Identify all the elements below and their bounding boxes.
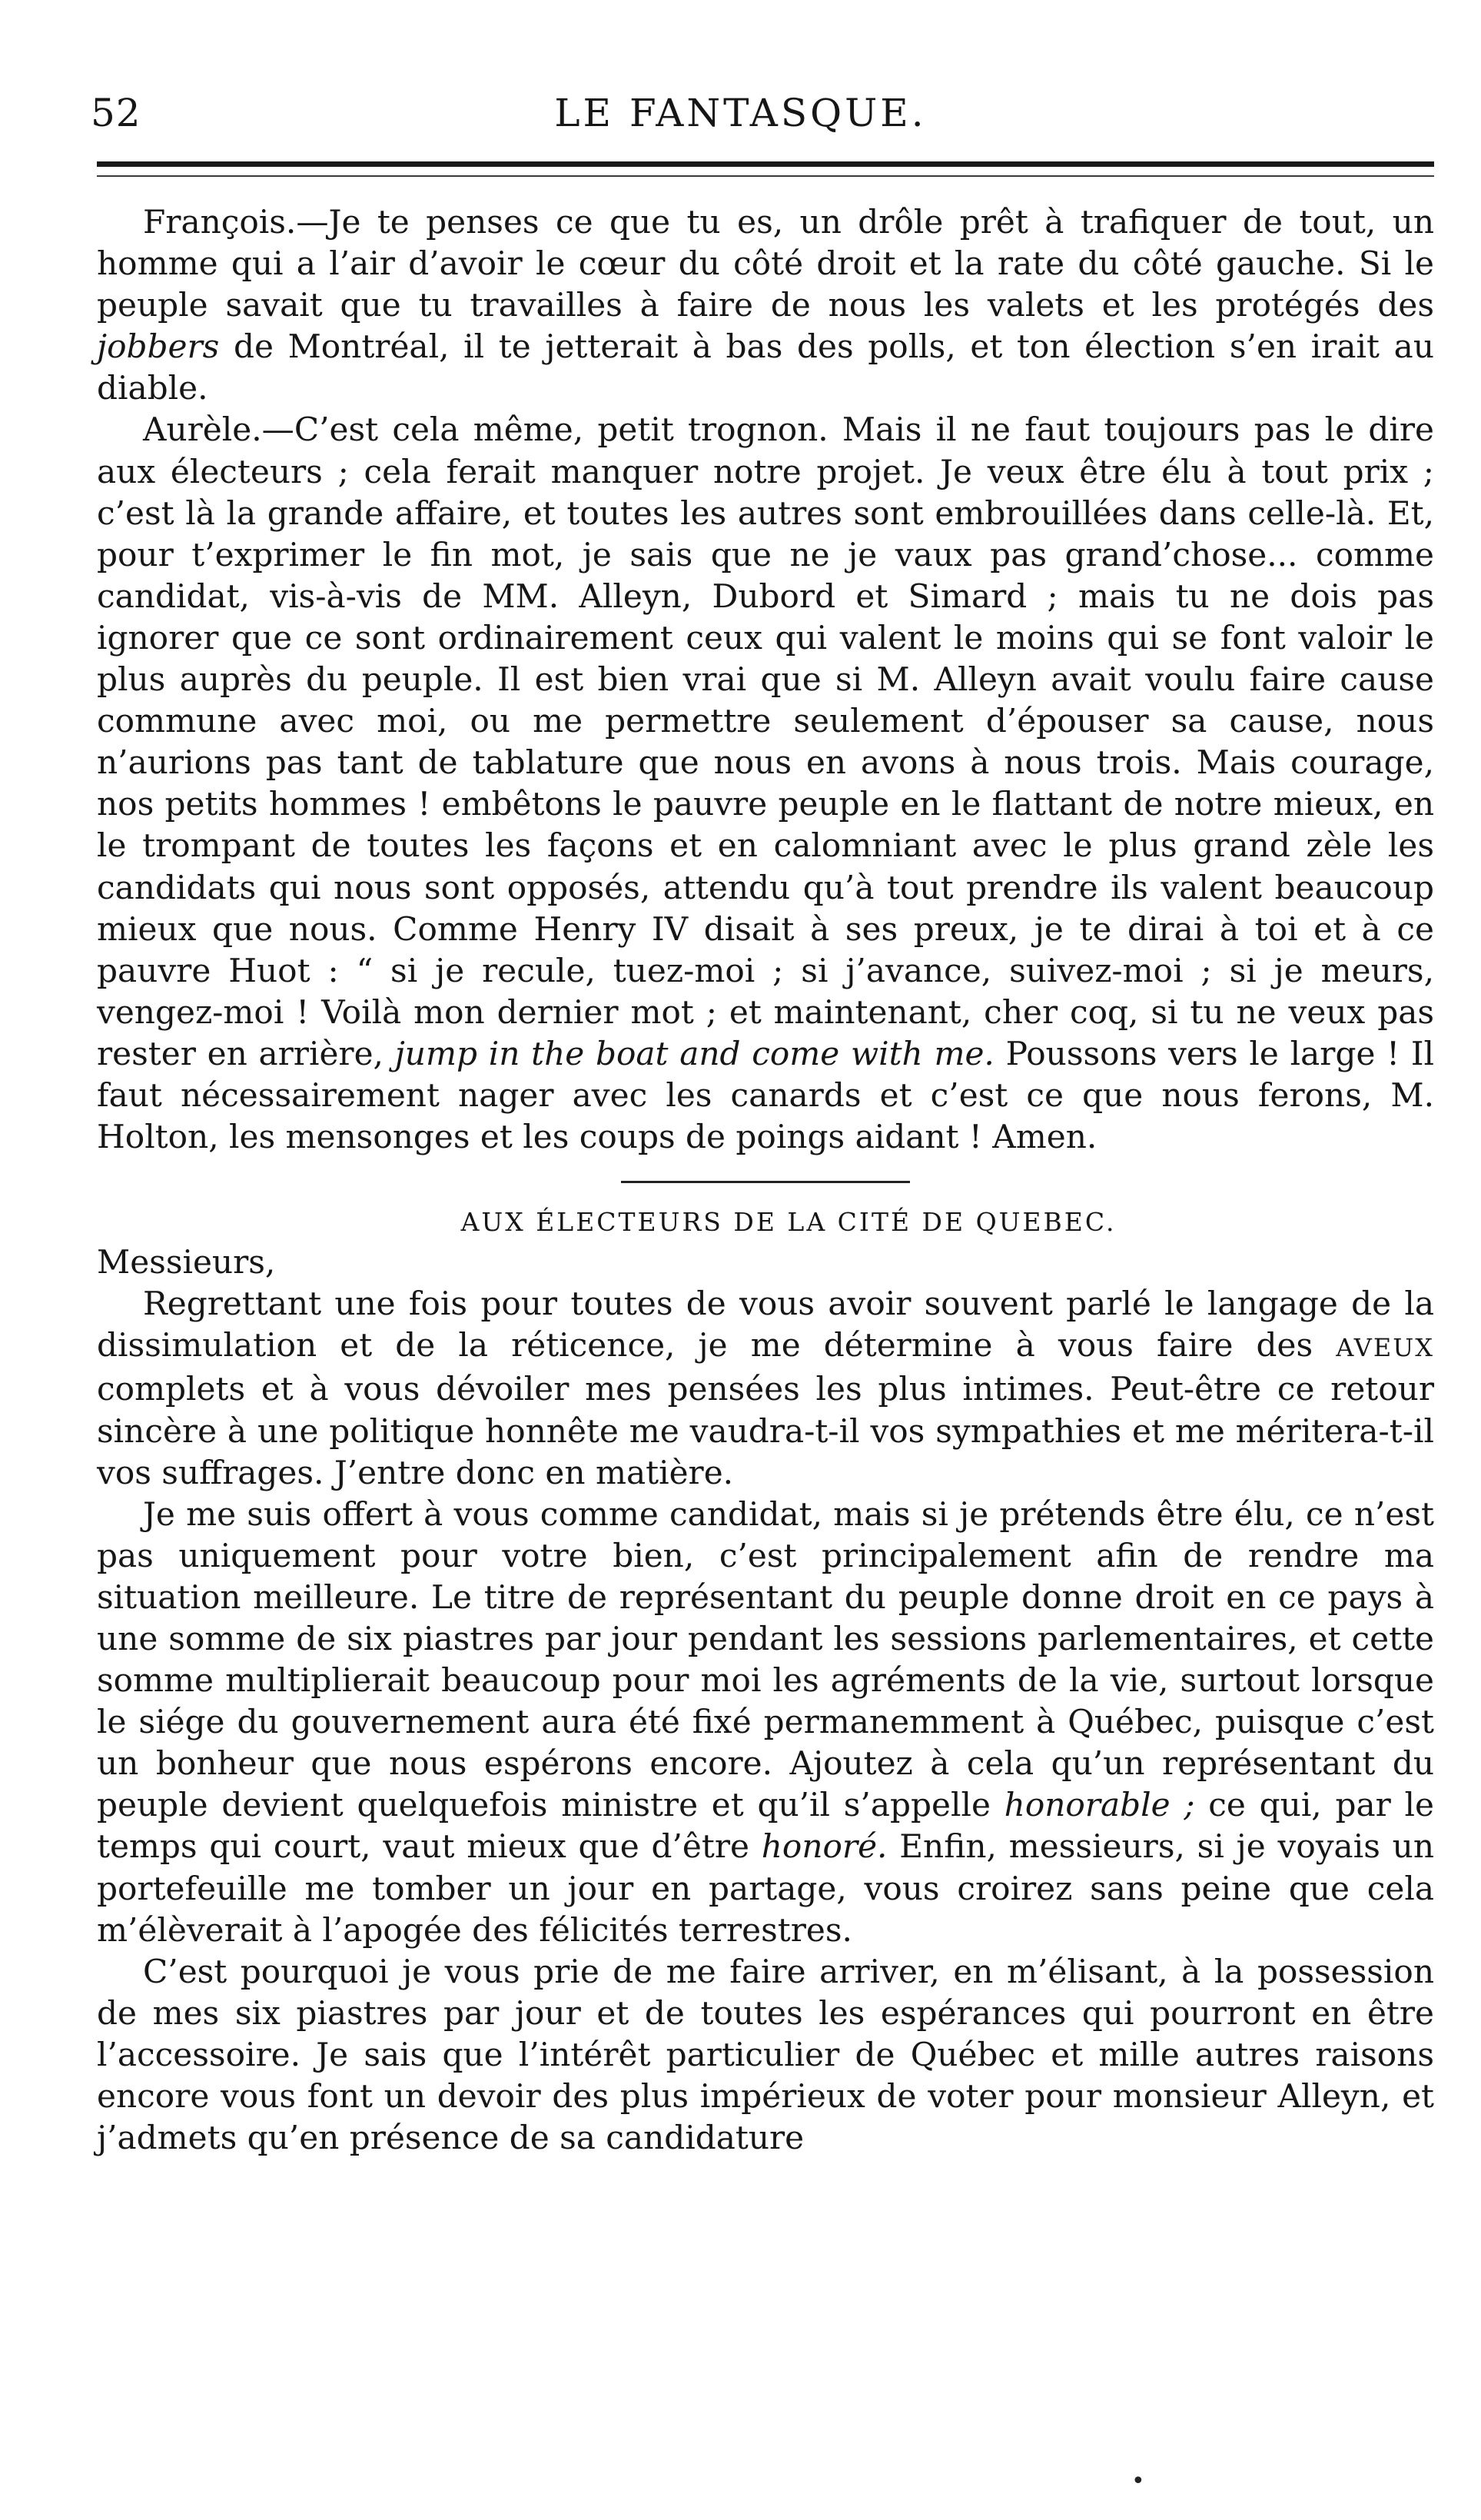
speaker-name: Aurèle. — [143, 411, 262, 449]
text-run: —Je te penses ce que tu es, un drôle prêt à trafiquer de tout, un homme qui a l’air d’avoir le cœur du côté droit et la rate du côté gauche. Si le peuple savait que tu travailles à faire de nous les valets et les protégés des — [97, 203, 1434, 324]
dialogue-paragraph-francois — [97, 201, 1434, 409]
section-title: AUX ÉLECTEURS DE LA CITÉ DE QUEBEC. — [460, 1207, 1117, 1238]
text-run: ce qui, par le temps qui court, vaut mieux que d’être — [97, 1786, 1434, 1866]
speaker-name: François. — [143, 203, 297, 241]
text-run: Enfin, messieurs, si je voyais un portefeuille me tomber un jour en partage, vous croirez sans peine que cela m’élèverait à l’apogée des félicités terrestres. — [97, 1827, 1434, 1949]
letter-paragraph-3 — [97, 1951, 1434, 2159]
text-run: Poussons vers le large ! Il faut nécessairement nager avec les canards et c’est ce que nous ferons, M. Holton, les mensonges et les coups de poings aidant ! Amen. — [97, 1034, 1434, 1156]
running-title: LE FANTASQUE. — [554, 91, 927, 135]
text-run: Regrettant une fois pour toutes de vous avoir souvent parlé le langage de la dissimulation et de la réticence, je me détermine à vous faire des — [97, 1285, 1434, 1365]
italic-run: honoré. — [761, 1827, 888, 1866]
header-rule-thin — [97, 175, 1434, 177]
italic-run: jump in the boat and come with me. — [394, 1034, 995, 1072]
text-run: complets et à vous dévoiler mes pensées les plus intimes. Peut-être ce retour sincère à une politique honnête me vaudra-t-il vos sympathies et me méritera-t-il vos suffrages. J’entre donc en matière. — [97, 1370, 1434, 1491]
letter-paragraph-2 — [97, 1494, 1434, 1951]
page-number: 52 — [91, 91, 141, 135]
text-run: de Montréal, il te jetterait à bas des polls, et ton élection s’en irait au diable. — [97, 327, 1434, 407]
letter-paragraph-1 — [97, 1283, 1434, 1493]
footer-mark: • — [1131, 2468, 1145, 2495]
dialogue-paragraph-aurele — [97, 409, 1434, 1158]
italic-run: jobbers — [97, 327, 220, 366]
text-run: —C’est cela même, petit trognon. Mais il ne faut toujours pas le dire aux électeurs ; cela ferait manquer notre projet. Je veux être élu à tout prix ; c’est là la grande affaire, et toutes les autres sont embrouillées dans celle-là. Et, pour t’exprimer le fin mot, je sais que ne je vaux pas grand’chose... comme candidat, vis-à-vis de MM. Alleyn, Dubord et Simard ; mais tu ne dois pas ignorer que ce sont ordinairement ceux qui valent le moins qui se font valoir le plus auprès du peuple. Il est bien vrai que si M. Alleyn avait voulu faire cause commune avec moi, ou me permettre seulement d’épouser sa cause, nous n’aurions pas tant de tablature que nous en avons à nous trois. Mais courage, nos petits hommes ! embêtons le pauvre peuple en le flattant de notre mieux, en le trompant de toutes les façons et en calomniant avec le plus grand zèle les candidats qui nous sont opposés, attendu qu’à tout prendre ils valent beaucoup mieux que nous. Comme Henry IV disait à ses preux, je te dirai à toi et à ce pauvre Huot : “ si je recule, tuez-moi ; si j’avance, suivez-moi ; si je meurs, vengez-moi ! Voilà mon dernier mot ; et maintenant, cher coq, si tu ne veux pas rester en arrière, — [97, 411, 1434, 1072]
page-header — [0, 91, 1481, 152]
salutation: Messieurs, — [97, 1243, 276, 1282]
text-run: C’est pourquoi je vous prie de me faire arriver, en m’élisant, à la possession de mes six piastres par jour et de toutes les espérances qui pourront en être l’accessoire. Je sais que l’intérêt particulier de Québec et mille autres raisons encore vous font un devoir des plus impérieux de voter pour monsieur Alleyn, et j’admets qu’en présence de sa candidature — [97, 1952, 1434, 2157]
small-caps-run: AVEUX — [1336, 1333, 1434, 1363]
italic-run: honorable ; — [1004, 1786, 1195, 1824]
body-text — [97, 201, 1434, 2159]
header-rule — [97, 161, 1434, 167]
section-separator — [621, 1181, 910, 1183]
text-run: Je me suis offert à vous comme candidat, mais si je prétends être élu, ce n’est pas uniquement pour votre bien, c’est principalement afin de rendre ma situation meilleure. Le titre de représentant du peuple donne droit en ce pays à une somme de six piastres par jour pendant les sessions parlementaires, et cette somme multiplierait beaucoup pour moi les agréments de la vie, surtout lorsque le siége du gouvernement aura été fixé permanemment à Québec, puisque c’est un bonheur que nous espérons encore. Ajoutez à cela qu’un représentant du peuple devient quelquefois ministre et qu’il s’appelle — [97, 1494, 1434, 1824]
